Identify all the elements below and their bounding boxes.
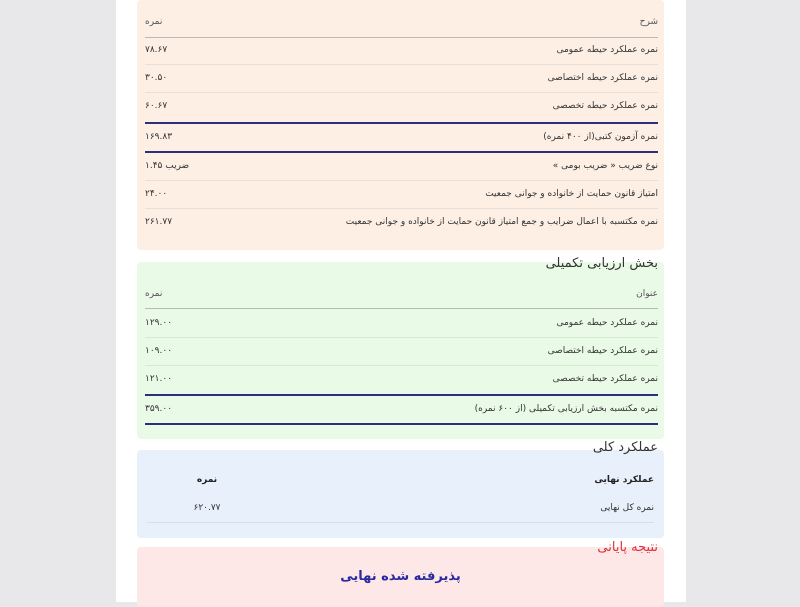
final-result-text: پذیرفته شده نهایی [340,569,461,584]
row-label: نمره عملکرد حیطه تخصصی [552,374,658,384]
row-label: نمره مکتسبه با اعمال ضرایب و جمع امتیاز قانون حمایت از خانواده و جوانی جمعیت [345,217,658,227]
supplementary-assessment-section [137,256,664,439]
row-value: ۱۰۹.۰۰ [145,346,173,356]
row-label: نمره عملکرد حیطه تخصصی [552,101,658,111]
table-row-total [145,395,658,423]
table-row [145,152,658,181]
row-value: ۶۲۰.۷۷ [193,503,221,513]
row-label: نمره عملکرد حیطه عمومی [556,318,658,328]
overall-performance-section [137,440,664,538]
section-title: بخش ارزیابی تکمیلی [545,256,658,271]
table-row [145,309,658,338]
row-label: نمره آزمون کتبی(از ۴۰۰ نمره) [543,132,658,142]
table-row [145,64,658,93]
table-row [145,208,658,236]
table-row [145,36,658,65]
written-exam-section [137,0,664,250]
row-value: ۶۰.۶۷ [145,101,168,111]
header-perf: عملکرد نهایی [594,475,654,485]
table-row [145,180,658,209]
row-value: ۱۲۱.۰۰ [145,374,173,384]
row-value: ضریب ۱.۴۵ [145,161,190,171]
table-header [145,8,658,36]
header-title: عنوان [636,289,658,299]
row-value: ۷۸.۶۷ [145,45,168,55]
row-value: ۲۴.۰۰ [145,189,168,199]
section-title: عملکرد کلی [592,440,658,455]
row-label: نمره کل نهایی [600,503,654,513]
header-score: نمره [196,475,218,485]
table-row [145,365,658,393]
final-result-section [137,540,664,607]
row-label: نمره عملکرد حیطه اختصاصی [547,73,658,83]
row-label: نمره عملکرد حیطه عمومی [556,45,658,55]
row-value: ۳۰.۵۰ [145,73,168,83]
table-row [147,494,654,523]
row-label: امتیاز قانون حمایت از خانواده و جوانی جمعیت [485,189,658,199]
row-value: ۳۵۹.۰۰ [145,404,173,414]
table-header [145,280,658,308]
row-value: ۲۶۱.۷۷ [145,217,173,227]
table-row [145,92,658,120]
table-header [147,466,654,494]
header-score: نمره [145,17,163,27]
report-page [116,0,686,602]
header-desc: شرح [639,17,658,27]
table-row-total [145,123,658,151]
row-label: نمره مکتسبه بخش ارزیابی تکمیلی (از ۶۰۰ نمره) [474,404,658,414]
row-value: ۱۲۹.۰۰ [145,318,173,328]
section-title: نتیجه پایانی [597,540,658,555]
row-value: ۱۶۹.۸۳ [145,132,173,142]
row-label: نمره عملکرد حیطه اختصاصی [547,346,658,356]
total-divider-bottom [145,423,658,425]
header-score: نمره [145,289,163,299]
table-row [145,337,658,366]
row-label: نوع ضریب « ضریب بومی » [552,161,658,171]
